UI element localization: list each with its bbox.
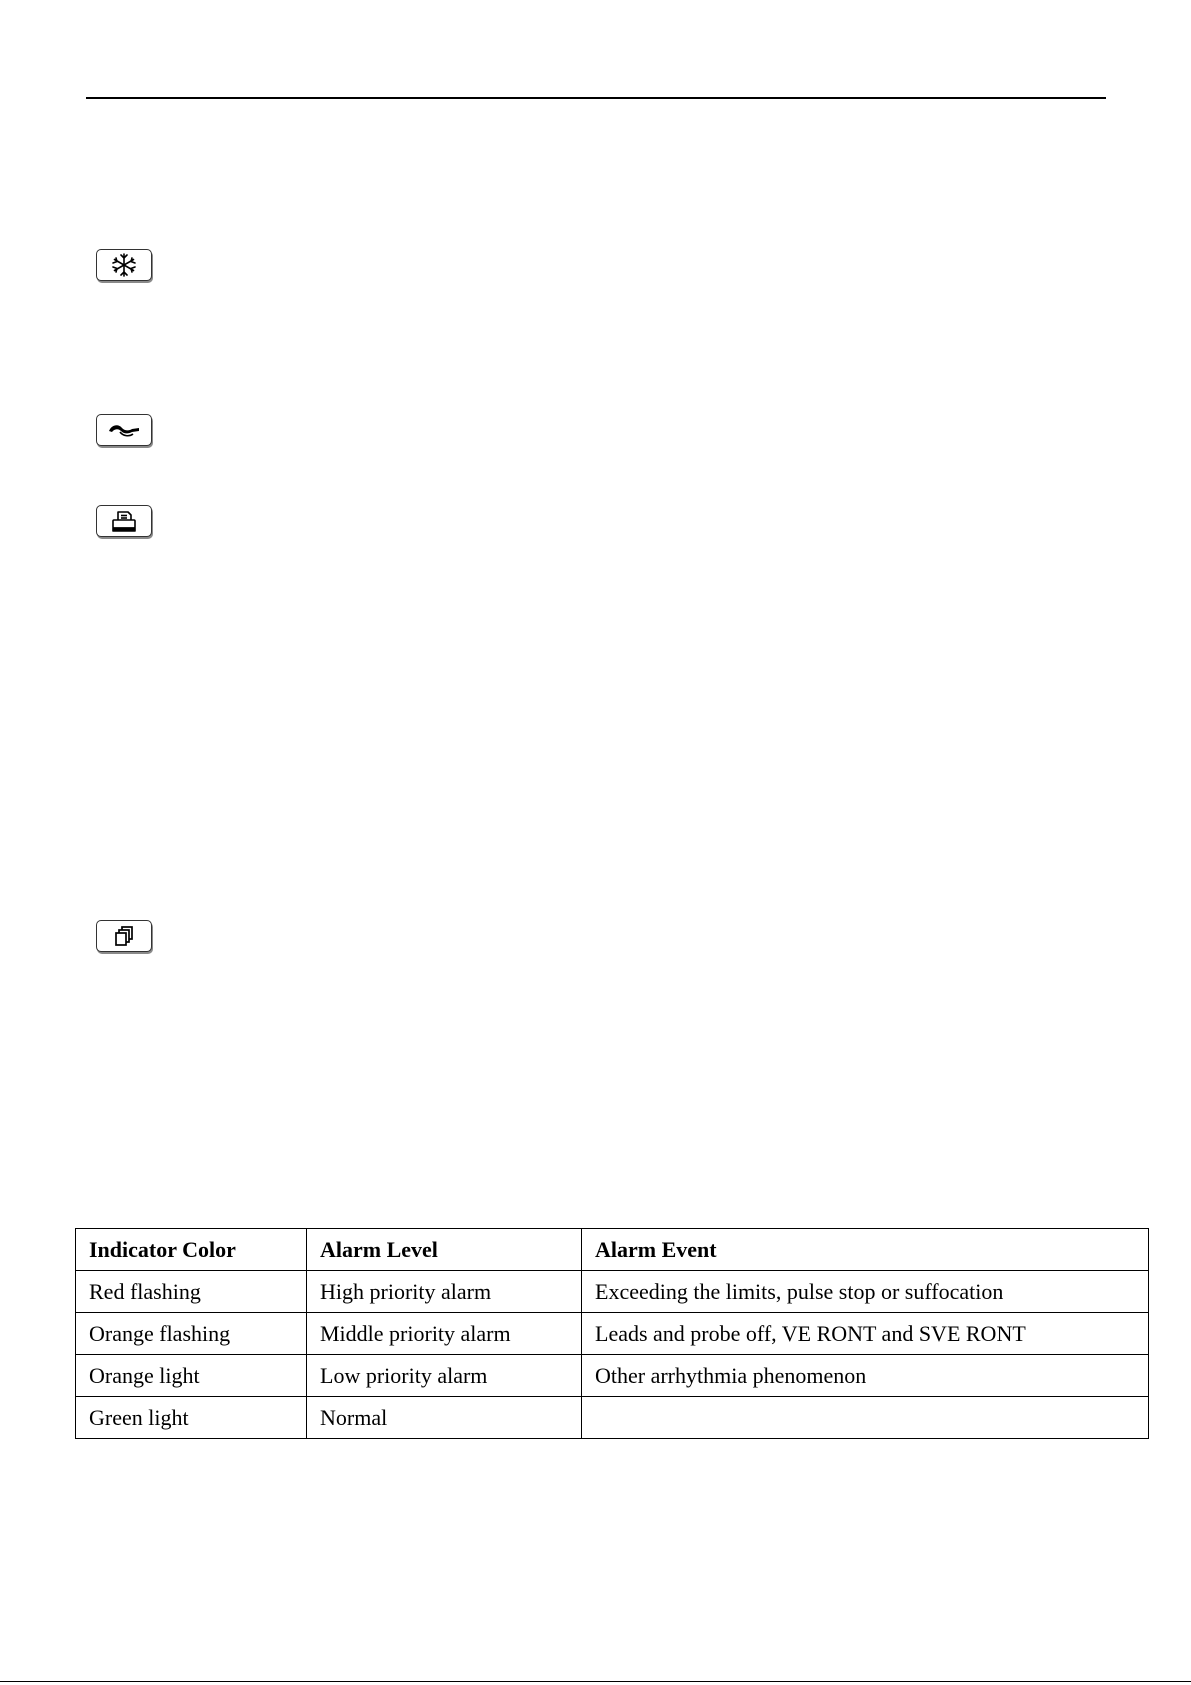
cell-indicator-color: Red flashing (76, 1271, 307, 1313)
menu-key-icon-box (96, 920, 152, 952)
menu-windows-icon (111, 924, 137, 948)
header-rule (86, 97, 1106, 99)
column-header-indicator-color: Indicator Color (76, 1229, 307, 1271)
cell-alarm-level: Middle priority alarm (307, 1313, 582, 1355)
table-row (76, 1355, 1149, 1397)
column-header-alarm-level: Alarm Level (307, 1229, 582, 1271)
cell-alarm-level: High priority alarm (307, 1271, 582, 1313)
print-key-icon-box (96, 505, 152, 537)
cell-alarm-level: Normal (307, 1397, 582, 1439)
cell-alarm-event: Leads and probe off, VE RONT and SVE RONT (582, 1313, 1149, 1355)
cell-alarm-event: Exceeding the limits, pulse stop or suffocation (582, 1271, 1149, 1313)
snowflake-icon (108, 252, 140, 278)
freeze-key-icon-box (96, 249, 152, 281)
cell-indicator-color: Orange light (76, 1355, 307, 1397)
cell-indicator-color: Orange flashing (76, 1313, 307, 1355)
table-row (76, 1271, 1149, 1313)
nibp-key-icon-box (96, 414, 152, 446)
table-header-row (76, 1229, 1149, 1271)
cell-alarm-event (582, 1397, 1149, 1439)
column-header-alarm-event: Alarm Event (582, 1229, 1149, 1271)
alarm-indicator-table (75, 1228, 1149, 1439)
cell-alarm-event: Other arrhythmia phenomenon (582, 1355, 1149, 1397)
table-row (76, 1313, 1149, 1355)
footer-rule (0, 1681, 1191, 1682)
cell-indicator-color: Green light (76, 1397, 307, 1439)
cell-alarm-level: Low priority alarm (307, 1355, 582, 1397)
nibp-cuff-icon (106, 419, 142, 441)
table-row (76, 1397, 1149, 1439)
printer-icon (110, 509, 138, 533)
